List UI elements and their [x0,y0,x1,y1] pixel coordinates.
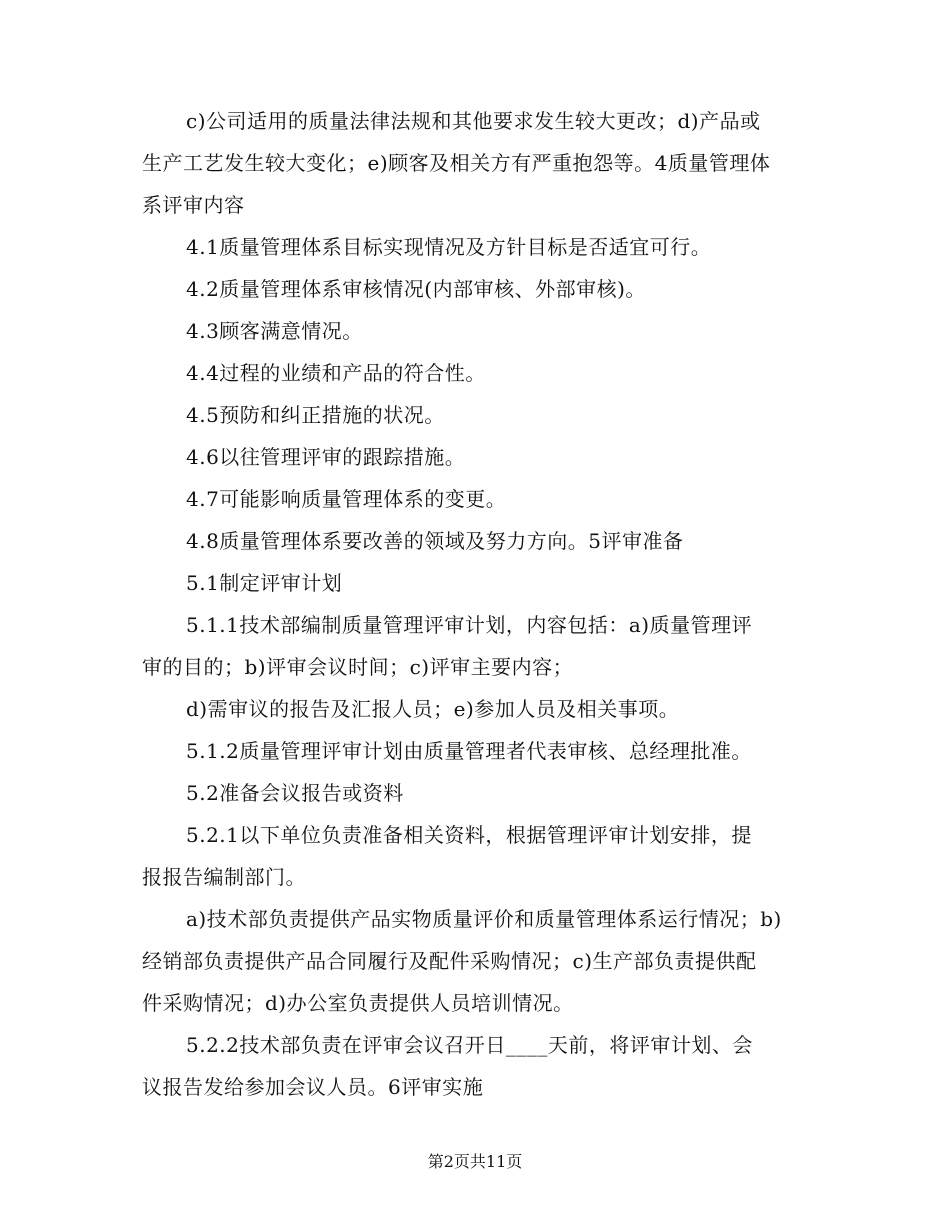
text-line: 4.2质量管理体系审核情况(内部审核、外部审核)。 [186,277,646,301]
text-line: 件采购情况；d)办公室负责提供人员培训情况。 [142,991,574,1015]
text-line: 系评审内容 [142,193,245,217]
text-line: 报报告编制部门。 [142,865,306,889]
text-line: 4.7可能影响质量管理体系的变更。 [186,487,507,511]
text-line: 议报告发给参加会议人员。6评审实施 [142,1075,484,1099]
text-line: 5.1.1技术部编制质量管理评审计划，内容包括：a)质量管理评 [186,613,753,637]
text-line: a)技术部负责提供产品实物质量评价和质量管理体系运行情况；b) [186,907,782,931]
text-line: 4.4过程的业绩和产品的符合性。 [186,361,486,385]
text-line: 5.1制定评审计划 [186,571,343,595]
page-number: 第2页共11页 [427,1152,523,1171]
text-line: 4.5预防和纠正措施的状况。 [186,403,445,427]
text-line: d)需审议的报告及汇报人员；e)参加人员及相关事项。 [186,697,680,721]
text-line: 经销部负责提供产品合同履行及配件采购情况；c)生产部负责提供配 [142,949,757,973]
text-line: 4.1质量管理体系目标实现情况及方针目标是否适宜可行。 [186,235,712,259]
text-line: 5.2准备会议报告或资料 [186,781,404,805]
text-line: 4.8质量管理体系要改善的领域及努力方向。5评审准备 [186,529,684,553]
document-body [142,100,832,1108]
text-line: 审的目的；b)评审会议时间；c)评审主要内容； [142,655,574,679]
text-line: 5.1.2质量管理评审计划由质量管理者代表审核、总经理批准。 [186,739,752,763]
text-line: 4.3顾客满意情况。 [186,319,363,343]
text-line: c)公司适用的质量法律法规和其他要求发生较大更改；d)产品或 [186,109,761,133]
text-line: 生产工艺发生较大变化；e)顾客及相关方有严重抱怨等。4质量管理体 [142,151,771,175]
text-line: 5.2.1以下单位负责准备相关资料，根据管理评审计划安排，提 [186,823,752,847]
text-line: 4.6以往管理评审的跟踪措施。 [186,445,466,469]
text-line: 5.2.2技术部负责在评审会议召开日____天前，将评审计划、会 [186,1033,753,1057]
